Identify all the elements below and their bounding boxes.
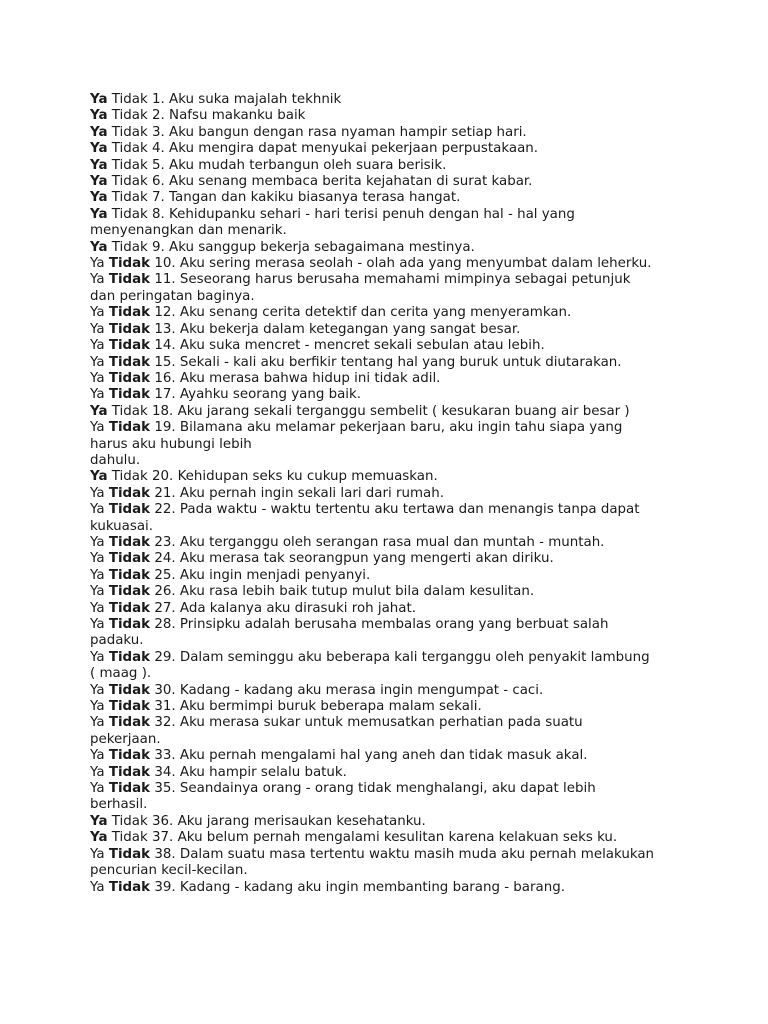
question-item: Ya Tidak 29. Dalam seminggu aku beberapa kali terganggu oleh penyakit lambung ( maag ). [90, 650, 690, 683]
question-item: Ya Tidak 11. Seseorang harus berusaha memahami mimpinya sebagai petunjuk dan peringatan baginya. [90, 272, 690, 305]
answer-tidak: Tidak [108, 748, 151, 764]
question-text: Aku mudah terbangun oleh suara berisik. [169, 157, 447, 173]
answer-ya: Ya [90, 469, 108, 485]
question-number: 26 [154, 584, 172, 600]
question-text: Aku bekerja dalam ketegangan yang sangat besar. [179, 321, 521, 337]
answer-ya: Ya [90, 879, 105, 895]
question-number: 32 [154, 715, 172, 731]
answer-ya: Ya [90, 813, 108, 829]
question-text: Aku belum pernah mengalami kesulitan karena kelakuan seks ku. [177, 830, 618, 846]
question-item: Ya Tidak 37. Aku belum pernah mengalami kesulitan karena kelakuan seks ku. [90, 830, 618, 846]
question-number: 24 [154, 551, 172, 567]
question-number: 1 [152, 92, 161, 107]
questionnaire-list [90, 92, 690, 896]
answer-ya: Ya [90, 174, 108, 190]
answer-tidak: Tidak [108, 846, 151, 862]
question-text-continued: pekerjaan. [90, 731, 161, 747]
question-item: Ya Tidak 10. Aku sering merasa seolah - olah ada yang menyumbat dalam leherku. [90, 256, 652, 272]
question-text-continued: harus aku hubungi lebih [90, 436, 252, 452]
answer-tidak: Tidak [108, 567, 151, 583]
question-item: Ya Tidak 20. Kehidupan seks ku cukup memuaskan. [90, 469, 438, 485]
answer-tidak: Tidak [108, 534, 151, 550]
question-text: Kadang - kadang aku ingin membanting barang - barang. [179, 879, 565, 895]
answer-ya: Ya [90, 190, 108, 206]
answer-ya: Ya [90, 600, 105, 616]
answer-tidak: Tidak [108, 600, 151, 616]
answer-ya: Ya [90, 256, 105, 272]
question-number: 27 [154, 600, 172, 616]
answer-tidak: Tidak [111, 403, 148, 419]
question-text: Seandainya orang - orang tidak menghalangi, aku dapat lebih [179, 781, 596, 797]
answer-tidak: Tidak [108, 370, 151, 386]
question-text: Seseorang harus berusaha memahami mimpinya sebagai petunjuk [179, 272, 631, 288]
question-text: Prinsipku adalah berusaha membalas orang yang berbuat salah [179, 617, 609, 632]
question-number: 9 [152, 239, 161, 255]
question-text: Aku rasa lebih baik tutup mulut bila dalam kesulitan. [179, 584, 535, 600]
question-item: Ya Tidak 3. Aku bangun dengan rasa nyaman hampir setiap hari. [90, 124, 527, 140]
answer-ya: Ya [90, 830, 108, 846]
question-number: 3 [152, 124, 161, 140]
answer-tidak: Tidak [108, 617, 151, 632]
question-text: Pada waktu - waktu tertentu aku tertawa dan menangis tanpa dapat [179, 502, 640, 518]
question-text-continued: pencurian kecil-kecilan. [90, 863, 248, 879]
answer-tidak: Tidak [108, 420, 151, 436]
question-text: Aku bangun dengan rasa nyaman hampir setiap hari. [169, 124, 527, 140]
answer-tidak: Tidak [108, 321, 151, 337]
answer-ya: Ya [90, 206, 108, 222]
answer-tidak: Tidak [111, 830, 148, 846]
question-number: 14 [154, 338, 172, 354]
answer-tidak: Tidak [111, 108, 148, 124]
question-item: Ya Tidak 2. Nafsu makanku baik [90, 108, 306, 124]
question-text: Dalam seminggu aku beberapa kali terganggu oleh penyakit lambung [179, 649, 650, 665]
answer-ya: Ya [90, 124, 108, 140]
answer-ya: Ya [90, 584, 105, 600]
answer-ya: Ya [90, 387, 105, 403]
question-text-continued: berhasil. [90, 797, 148, 813]
question-text: Aku pernah ingin sekali lari dari rumah. [179, 485, 444, 501]
question-text: Aku merasa sukar untuk memusatkan perhatian pada suatu [179, 715, 583, 731]
question-text: Bilamana aku melamar pekerjaan baru, aku ingin tahu siapa yang [179, 420, 623, 436]
answer-tidak: Tidak [108, 272, 151, 288]
answer-tidak: Tidak [111, 174, 148, 190]
question-text-continued: kukuasai. [90, 518, 154, 534]
answer-ya: Ya [90, 715, 105, 731]
question-item: Ya Tidak 5. Aku mudah terbangun oleh suara berisik. [90, 157, 447, 173]
question-item: Ya Tidak 12. Aku senang cerita detektif dan cerita yang menyeramkan. [90, 305, 572, 321]
question-text-continued: menyenangkan dan menarik. [90, 223, 287, 239]
question-text-continued: ( maag ). [90, 666, 152, 682]
answer-tidak: Tidak [108, 305, 151, 321]
question-text: Dalam suatu masa tertentu waktu masih muda aku pernah melakukan [179, 846, 655, 862]
question-item: Ya Tidak 27. Ada kalanya aku dirasuki roh jahat. [90, 600, 417, 616]
answer-ya: Ya [90, 617, 105, 632]
question-number: 21 [154, 485, 172, 501]
answer-tidak: Tidak [111, 157, 148, 173]
question-item: Ya Tidak 18. Aku jarang sekali terganggu sembelit ( kesukaran buang air besar ) [90, 403, 630, 419]
question-text: Aku sering merasa seolah - olah ada yang menyumbat dalam leherku. [179, 256, 652, 272]
answer-tidak: Tidak [108, 649, 151, 665]
question-item: Ya Tidak 15. Sekali - kali aku berfikir tentang hal yang buruk untuk diutarakan. [90, 354, 622, 370]
answer-ya: Ya [90, 534, 105, 550]
question-item: Ya Tidak 1. Aku suka majalah tekhnik [90, 92, 342, 107]
answer-ya: Ya [90, 846, 105, 862]
answer-ya: Ya [90, 338, 105, 354]
question-number: 18 [152, 403, 170, 419]
question-item: Ya Tidak 26. Aku rasa lebih baik tutup mulut bila dalam kesulitan. [90, 584, 535, 600]
answer-tidak: Tidak [108, 387, 151, 403]
answer-ya: Ya [90, 551, 105, 567]
question-number: 35 [154, 781, 172, 797]
question-number: 28 [154, 617, 172, 632]
question-item: Ya Tidak 22. Pada waktu - waktu tertentu aku tertawa dan menangis tanpa dapat kukuasai. [90, 502, 690, 535]
answer-ya: Ya [90, 272, 105, 288]
question-text: Aku hampir selalu batuk. [179, 764, 347, 780]
question-number: 12 [154, 305, 172, 321]
answer-ya: Ya [90, 699, 105, 715]
question-item: Ya Tidak 39. Kadang - kadang aku ingin membanting barang - barang. [90, 879, 565, 895]
question-number: 29 [154, 649, 172, 665]
question-text: Tangan dan kakiku biasanya terasa hangat. [169, 190, 461, 206]
question-item: Ya Tidak 14. Aku suka mencret - mencret sekali sebulan atau lebih. [90, 338, 545, 354]
question-item: Ya Tidak 31. Aku bermimpi buruk beberapa malam sekali. [90, 699, 482, 715]
question-number: 37 [152, 830, 170, 846]
answer-tidak: Tidak [108, 879, 151, 895]
question-number: 8 [152, 206, 161, 222]
question-number: 13 [154, 321, 172, 337]
question-text: Sekali - kali aku berfikir tentang hal yang buruk untuk diutarakan. [179, 354, 622, 370]
question-number: 39 [154, 879, 172, 895]
answer-ya: Ya [90, 305, 105, 321]
question-text-continued: dahulu. [90, 452, 141, 468]
answer-tidak: Tidak [108, 502, 151, 518]
answer-ya: Ya [90, 108, 108, 124]
answer-tidak: Tidak [108, 485, 151, 501]
answer-tidak: Tidak [111, 190, 148, 206]
question-item: Ya Tidak 25. Aku ingin menjadi penyanyi. [90, 567, 371, 583]
answer-ya: Ya [90, 403, 108, 419]
question-number: 25 [154, 567, 172, 583]
question-number: 36 [152, 813, 170, 829]
question-number: 6 [152, 174, 161, 190]
answer-tidak: Tidak [111, 469, 148, 485]
answer-ya: Ya [90, 321, 105, 337]
question-number: 30 [154, 682, 172, 698]
question-text: Kadang - kadang aku merasa ingin mengumpat - caci. [179, 682, 544, 698]
question-number: 20 [152, 469, 170, 485]
question-item: Ya Tidak 32. Aku merasa sukar untuk memusatkan perhatian pada suatu pekerjaan. [90, 715, 690, 748]
question-text: Aku senang cerita detektif dan cerita yang menyeramkan. [179, 305, 572, 321]
answer-ya: Ya [90, 157, 108, 173]
answer-ya: Ya [90, 781, 105, 797]
answer-ya: Ya [90, 567, 105, 583]
question-item: Ya Tidak 4. Aku mengira dapat menyukai pekerjaan perpustakaan. [90, 141, 539, 157]
question-text: Aku suka mencret - mencret sekali sebulan atau lebih. [179, 338, 545, 354]
answer-tidak: Tidak [108, 354, 151, 370]
answer-tidak: Tidak [111, 239, 148, 255]
question-text: Ayahku seorang yang baik. [179, 387, 362, 403]
question-text: Aku jarang merisaukan kesehatanku. [177, 813, 426, 829]
answer-tidak: Tidak [111, 92, 148, 107]
question-item: Ya Tidak 38. Dalam suatu masa tertentu waktu masih muda aku pernah melakukan pencurian kecil-kecilan. [90, 847, 690, 880]
question-item: Ya Tidak 23. Aku terganggu oleh serangan rasa mual dan muntah - muntah. [90, 534, 605, 550]
question-item: Ya Tidak 36. Aku jarang merisaukan kesehatanku. [90, 813, 426, 829]
question-text: Ada kalanya aku dirasuki roh jahat. [179, 600, 417, 616]
answer-ya: Ya [90, 420, 105, 436]
question-number: 33 [154, 748, 172, 764]
answer-tidak: Tidak [111, 141, 148, 157]
question-item: Ya Tidak 28. Prinsipku adalah berusaha membalas orang yang berbuat salah padaku. [90, 617, 690, 650]
answer-tidak: Tidak [108, 682, 151, 698]
question-text: Aku merasa tak seorangpun yang mengerti akan diriku. [179, 551, 554, 567]
answer-ya: Ya [90, 239, 108, 255]
question-number: 10 [154, 256, 172, 272]
question-text: Aku senang membaca berita kejahatan di surat kabar. [169, 174, 533, 190]
question-text: Aku jarang sekali terganggu sembelit ( kesukaran buang air besar ) [177, 403, 630, 419]
question-text: Kehidupan seks ku cukup memuaskan. [177, 469, 438, 485]
question-number: 23 [154, 534, 172, 550]
answer-tidak: Tidak [108, 715, 151, 731]
question-number: 22 [154, 502, 172, 518]
question-number: 7 [152, 190, 161, 206]
question-item: Ya Tidak 35. Seandainya orang - orang tidak menghalangi, aku dapat lebih berhasil. [90, 781, 690, 814]
question-text: Aku terganggu oleh serangan rasa mual dan muntah - muntah. [179, 534, 605, 550]
question-item: Ya Tidak 9. Aku sanggup bekerja sebagaimana mestinya. [90, 239, 475, 255]
question-number: 19 [154, 420, 172, 436]
question-text: Aku merasa bahwa hidup ini tidak adil. [179, 370, 441, 386]
question-number: 17 [154, 387, 172, 403]
answer-tidak: Tidak [111, 124, 148, 140]
question-item: Ya Tidak 8. Kehidupanku sehari - hari terisi penuh dengan hal - hal yang menyenangkan dan menarik. [90, 207, 690, 240]
question-number: 11 [154, 272, 172, 288]
answer-tidak: Tidak [108, 699, 151, 715]
question-item: Ya Tidak 17. Ayahku seorang yang baik. [90, 387, 362, 403]
answer-ya: Ya [90, 764, 105, 780]
question-text: Aku ingin menjadi penyanyi. [179, 567, 371, 583]
answer-tidak: Tidak [108, 781, 151, 797]
question-number: 34 [154, 764, 172, 780]
question-text: Aku bermimpi buruk beberapa malam sekali. [179, 699, 482, 715]
question-number: 31 [154, 699, 172, 715]
answer-ya: Ya [90, 92, 108, 107]
question-text: Aku pernah mengalami hal yang aneh dan tidak masuk akal. [179, 748, 588, 764]
question-item: Ya Tidak 30. Kadang - kadang aku merasa ingin mengumpat - caci. [90, 682, 544, 698]
answer-tidak: Tidak [111, 206, 148, 222]
question-text-continued: dan peringatan baginya. [90, 288, 255, 304]
question-item: Ya Tidak 6. Aku senang membaca berita kejahatan di surat kabar. [90, 174, 533, 190]
question-item: Ya Tidak 16. Aku merasa bahwa hidup ini tidak adil. [90, 370, 441, 386]
answer-ya: Ya [90, 649, 105, 665]
question-number: 2 [152, 108, 161, 124]
answer-tidak: Tidak [108, 584, 151, 600]
answer-tidak: Tidak [108, 338, 151, 354]
question-item: Ya Tidak 13. Aku bekerja dalam ketegangan yang sangat besar. [90, 321, 521, 337]
question-number: 15 [154, 354, 172, 370]
answer-ya: Ya [90, 485, 105, 501]
question-number: 38 [154, 846, 172, 862]
question-text-continued: padaku. [90, 633, 144, 649]
answer-tidak: Tidak [111, 813, 148, 829]
question-item: Ya Tidak 34. Aku hampir selalu batuk. [90, 764, 347, 780]
answer-tidak: Tidak [108, 256, 151, 272]
question-text: Nafsu makanku baik [169, 108, 306, 124]
question-item: Ya Tidak 19. Bilamana aku melamar pekerjaan baru, aku ingin tahu siapa yang harus aku hubungi lebih dahulu. [90, 420, 690, 469]
question-number: 5 [152, 157, 161, 173]
answer-tidak: Tidak [108, 764, 151, 780]
question-item: Ya Tidak 21. Aku pernah ingin sekali lari dari rumah. [90, 485, 444, 501]
question-number: 16 [154, 370, 172, 386]
question-item: Ya Tidak 24. Aku merasa tak seorangpun yang mengerti akan diriku. [90, 551, 554, 567]
question-text: Aku mengira dapat menyukai pekerjaan perpustakaan. [169, 141, 539, 157]
answer-ya: Ya [90, 748, 105, 764]
question-text: Aku suka majalah tekhnik [169, 92, 342, 107]
question-item: Ya Tidak 33. Aku pernah mengalami hal yang aneh dan tidak masuk akal. [90, 748, 588, 764]
question-number: 4 [152, 141, 161, 157]
answer-ya: Ya [90, 682, 105, 698]
answer-ya: Ya [90, 502, 105, 518]
question-text: Kehidupanku sehari - hari terisi penuh dengan hal - hal yang [169, 206, 575, 222]
question-item: Ya Tidak 7. Tangan dan kakiku biasanya terasa hangat. [90, 190, 461, 206]
answer-ya: Ya [90, 141, 108, 157]
answer-ya: Ya [90, 370, 105, 386]
answer-tidak: Tidak [108, 551, 151, 567]
answer-ya: Ya [90, 354, 105, 370]
question-text: Aku sanggup bekerja sebagaimana mestinya. [169, 239, 475, 255]
